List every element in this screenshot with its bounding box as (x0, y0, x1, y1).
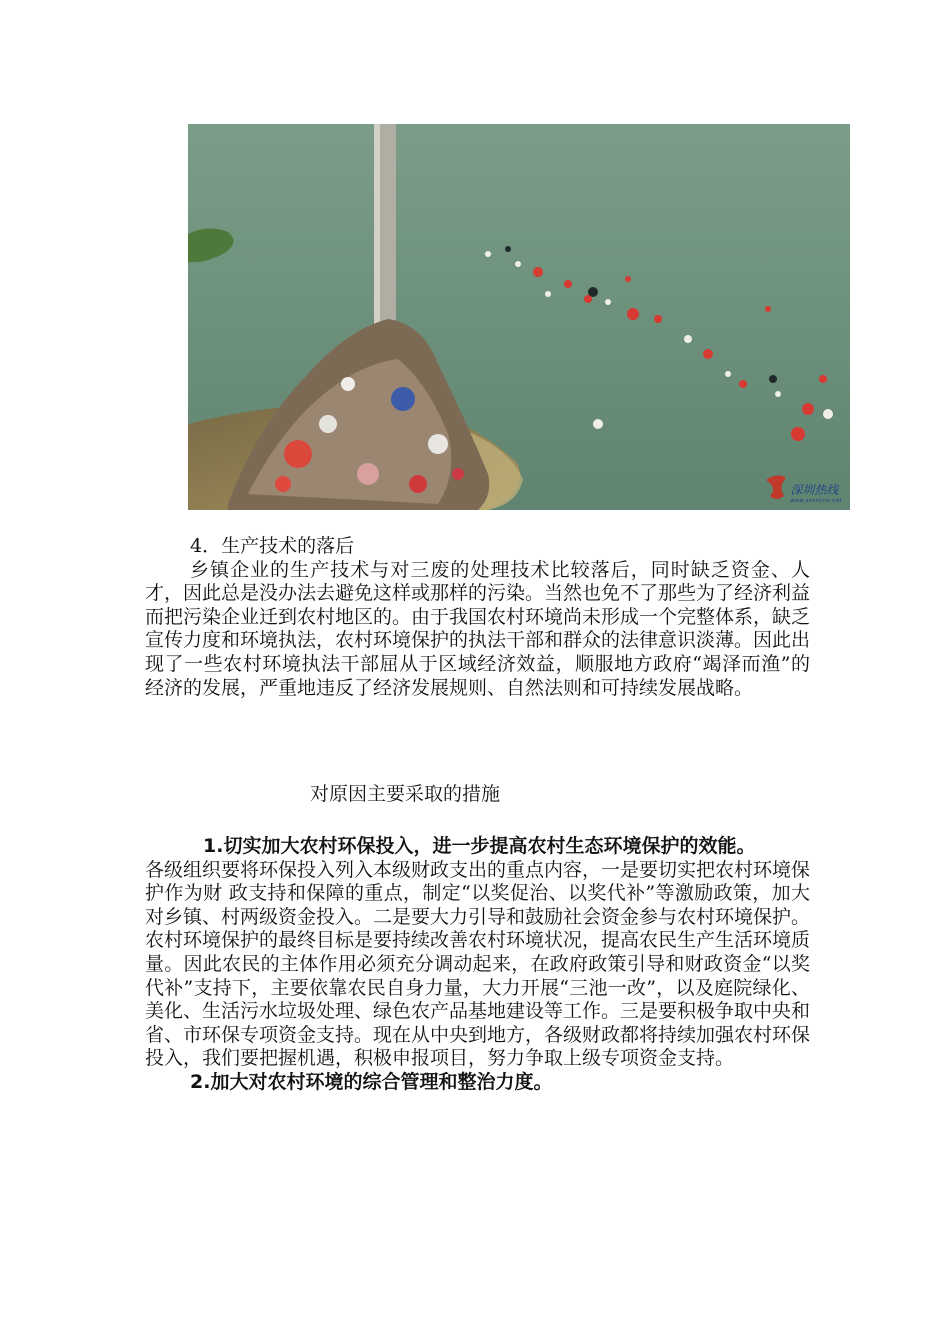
measure-1-heading: 1.切实加大农村环保投入，进一步提高农村生态环境保护的效能。 (203, 835, 756, 857)
measures-title: 对原因主要采取的措施 (310, 783, 501, 805)
measure-1-body: 各级组织要将环保投入列入本级财政支出的重点内容，一是要切实把农村环境保护作为财 政支持和保障的重点，制定“以奖促治、以奖代补”等激励政策，加大对乡镇、村两级资金投入。二是要大力引导和鼓励社会资金参与农村环境保护。农村环境保护的最终目标是要持续改善农村环境状况，提高农民生产生活环境质量。因此农民的主体作用必须充分调动起来，在政府政策引导和财政资金“以奖代补”支持下，主要依靠农民自身力量，大力开展“三池一改”，以及庭院绿化、美化、生活污水垃圾处理、绿色农产品基地建设等工作。三是要积极争取中央和省、市环保专项资金支持。现在从中央到地方，各级财政都将持续加强农村环保投入，我们要把握机遇，积极申报项目，努力争取上级专项资金支持。 (145, 858, 811, 1070)
measures-section (145, 835, 810, 1095)
section-4-body: 乡镇企业的生产技术与对三废的处理技术比较落后，同时缺乏资金、人才，因此总是没办法去避免这样或那样的污染。当然也免不了那些为了经济利益而把污染企业迁到农村地区的。由于我国农村环境尚未形成一个完整体系，缺乏宣传力度和环境执法，农村环境保护的执法干部和群众的法律意识淡薄。因此出现了一些农村环境执法干部屈从于区域经济效益，顺服地方政府“竭泽而渔”的经济的发展，严重地违反了经济发展规则、自然法则和可持续发展战略。 (145, 558, 811, 699)
watermark (790, 479, 842, 504)
river-garbage-illustration (188, 124, 850, 510)
polluted-river-photo (188, 124, 850, 510)
section-4 (145, 535, 810, 700)
watermark-url: www.szonline.net (790, 498, 842, 504)
measure-2-heading: 2.加大对农村环境的综合管理和整治力度。 (190, 1070, 553, 1093)
watermark-text: 深圳热线 (790, 483, 839, 497)
measures-title-block (145, 783, 810, 807)
section-4-heading: 4．生产技术的落后 (190, 535, 355, 557)
